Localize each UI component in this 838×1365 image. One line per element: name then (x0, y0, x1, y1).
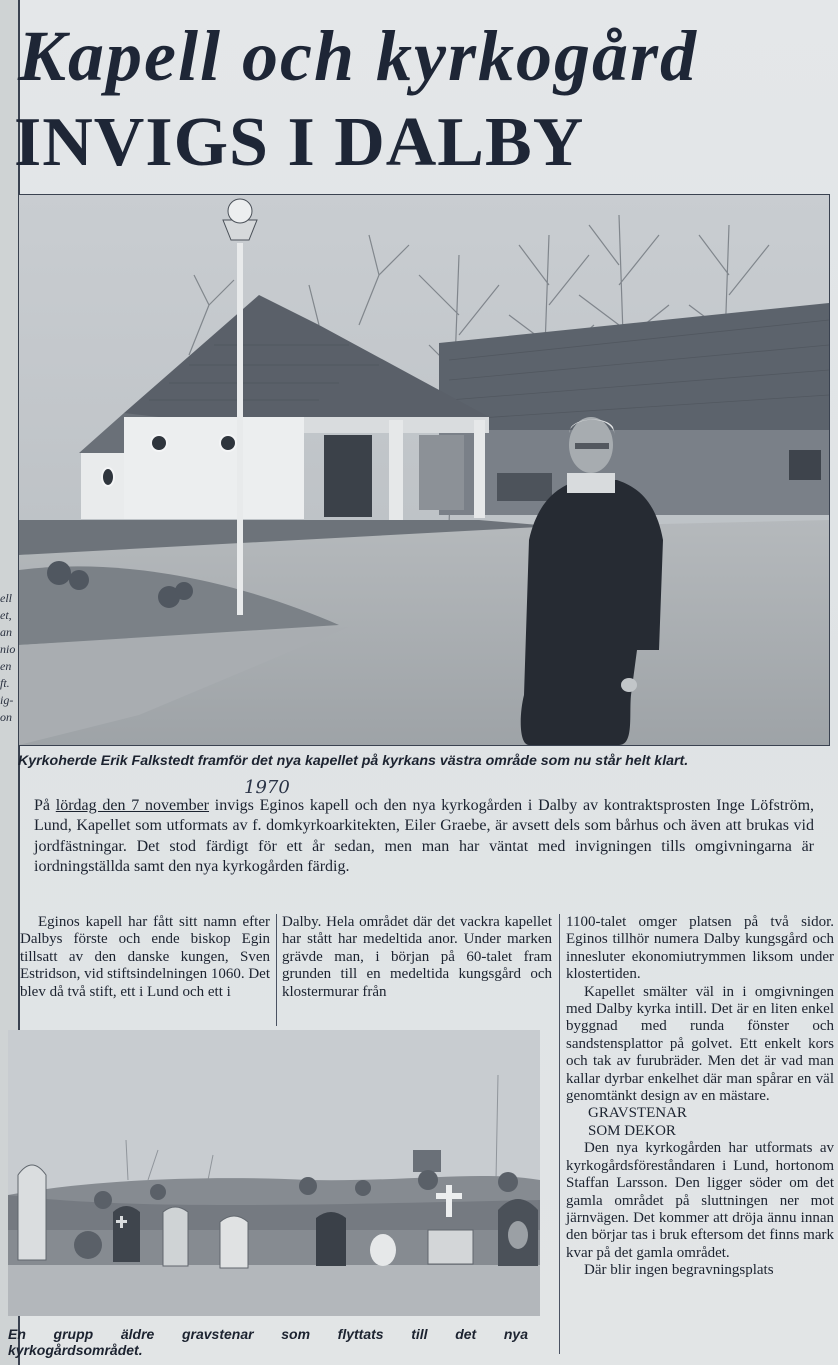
photo-gravestones (8, 1030, 540, 1316)
photo-gravestones-illustration (8, 1030, 540, 1316)
left-strip-fragments (0, 590, 18, 726)
handwritten-year-annotation: 1970 (244, 777, 290, 798)
strip-fragment: et, (0, 608, 12, 622)
photo-chapel-and-priest (18, 194, 830, 746)
article-column-3 (566, 914, 834, 1280)
lead-text-start: På (34, 797, 56, 814)
subheading-line-2: SOM DEKOR (588, 1122, 676, 1139)
strip-fragment: an (0, 625, 12, 639)
gravestones-caption-line-1: En grupp äldre gravstenar som flyttats till det nya (8, 1326, 528, 1342)
column-2-text: Dalby. Hela området där det vackra kapellet har stått har medeltida anor. Under marken grävde man, i början på 60-talet fram grunden till en medeltida kungsgård och klostermurar från (282, 914, 552, 1000)
gravestones-photo-caption (8, 1326, 528, 1358)
strip-fragment: ell (0, 591, 12, 605)
headline-line-1: Kapell och kyrkogård (18, 16, 698, 96)
column-3-paragraph-2: Kapellet smälter väl in i omgivningen med Dalby kyrka intill. Det är en liten enkel byggnad med runda fönster och sandstensplattor på golvet. Ett enkelt kors och tak av furubräder. Men det är vad man kallar dyrbar enkelhet där man spårar en väl genomtänkt design av en mästare. (566, 983, 834, 1105)
lead-underlined-date: lördag den 7 november (55, 797, 210, 814)
column-divider (559, 914, 560, 1354)
column-divider (276, 914, 277, 1026)
strip-fragment: ig- (0, 693, 14, 707)
strip-fragment: en (0, 659, 12, 673)
gravestones-caption-line-2: kyrkogårdsområdet. (8, 1342, 143, 1358)
strip-fragment: on (0, 710, 12, 724)
headline-line-2: INVIGS I DALBY (14, 104, 585, 181)
column-1-text: Eginos kapell har fått sitt namn efter Dalbys förste och ende biskop Egin tillsatt av den danske kungen, Sven Estridson, vid stiftsindelningen 1060. Det blev då två stift, ett i Lund och ett i (20, 914, 270, 1000)
strip-fragment: nio (0, 642, 16, 656)
subheading-line-1: GRAVSTENAR (588, 1105, 687, 1122)
photo-chapel-illustration (19, 195, 829, 745)
lead-paragraph (34, 796, 814, 877)
article-column-1 (20, 914, 270, 1001)
column-3-paragraph-4: Där blir ingen begravningsplats (584, 1262, 774, 1279)
strip-fragment: ft. (0, 676, 10, 690)
article-column-2 (282, 914, 552, 1001)
column-3-paragraph-1: 1100-talet omger platsen på två sidor. Eginos tillhör numera Dalby kungsgård och innesluter ekonomiutrymmen liksom under klostertiden. (566, 914, 834, 983)
column-3-paragraph-3: Den nya kyrkogården har utformats av kyrkogårdsföreståndaren i Lund, hortonom Staffan Larsson. Den ligger söder om det gamla området på sluttningen ner mot järnvägen. Det kommer att dröja ännu innan den börjar tas i bruk eftersom det finns mark kvar på det gamla området. (566, 1140, 834, 1261)
lead-text-rest: invigs Eginos kapell och den nya kyrkogården i Dalby av kontraktsprosten Inge Löfström, Lund, Kapellet som utformats av f. domkyrkoarkitekten, Eiler Graebe, är avsett dels som bårhus och även att brukas vid jordfästningar. Det stod färdigt för ett år sedan, men man har väntat med invigningen tills omgivningarna är iordningställda samt den nya kyrkogården färdig. (34, 797, 815, 875)
main-photo-caption: Kyrkoherde Erik Falkstedt framför det nya kapellet på kyrkans västra område som nu står helt klart. (18, 753, 689, 769)
